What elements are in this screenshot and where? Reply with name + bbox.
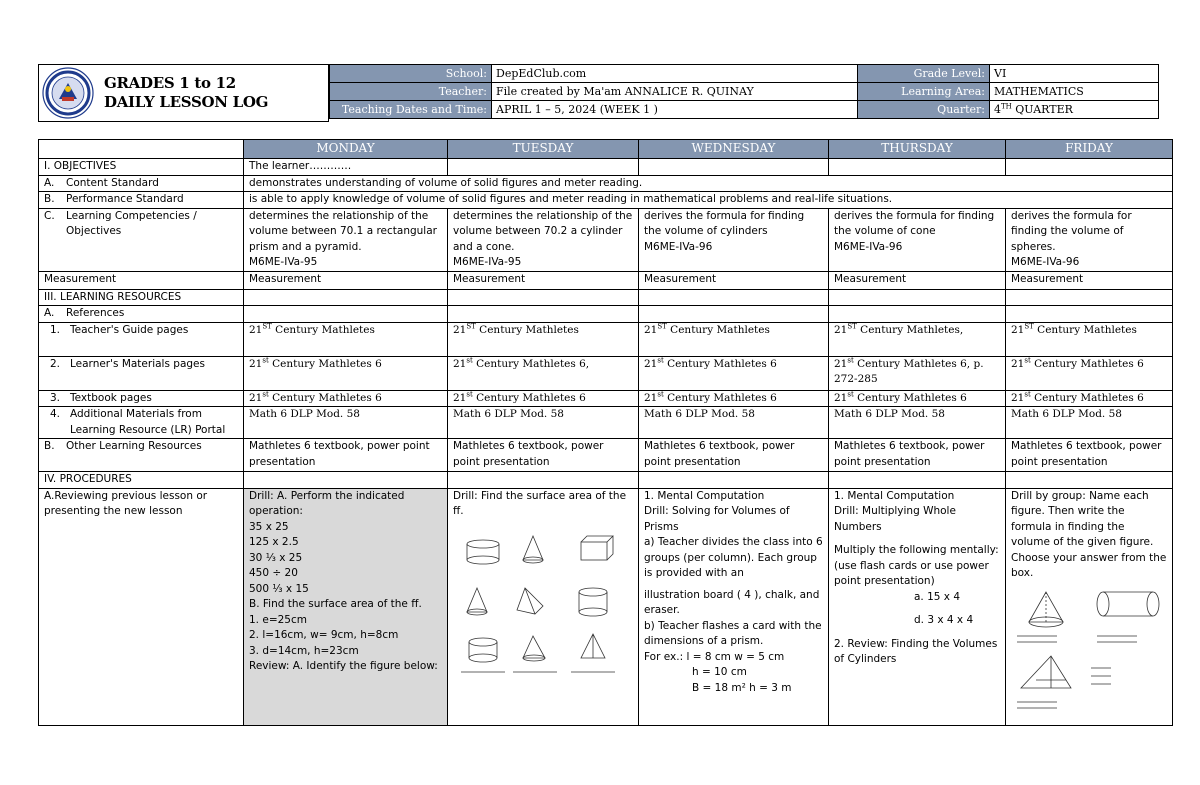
tg-monday: 21ST Century Mathletes xyxy=(244,322,448,356)
grade-label: Grade Level: xyxy=(858,65,990,83)
additional-materials-row xyxy=(39,407,1173,439)
perf-value: is able to apply knowledge of volume of solid figures and meter reading in mathematical problems and real-life situations. xyxy=(244,192,1173,209)
measurement-monday: Measurement xyxy=(244,271,448,289)
review-fri-line: Choose your answer from the box. xyxy=(1011,551,1167,579)
review-mon-line: 500 ⅓ x 15 xyxy=(249,582,309,595)
olr-tuesday: Mathletes 6 textbook, power point presentation xyxy=(448,439,639,472)
lm-thursday: 21st Century Mathletes 6, p. 272-285 xyxy=(829,356,1006,390)
resources-row xyxy=(39,289,1173,306)
quarter-label: Quarter: xyxy=(858,101,990,119)
references-row xyxy=(39,306,1173,323)
lc-thursday-text: derives the formula for finding the volume of cone xyxy=(834,209,995,237)
lc-thursday xyxy=(829,208,1006,271)
review-fri-line: Drill by group: Name each figure. Then write the formula in finding the xyxy=(1011,489,1149,533)
olr-label: Other Learning Resources xyxy=(66,440,202,452)
review-row xyxy=(39,488,1173,725)
lc-label: Learning Competencies / Objectives xyxy=(66,209,197,237)
tb-tuesday: 21st Century Mathletes 6 xyxy=(448,390,639,407)
tg-num: 1. xyxy=(50,323,61,336)
lesson-table xyxy=(38,139,1173,726)
log-title-line1: GRADES 1 to 12 xyxy=(104,74,236,92)
review-thu-line: 1. Mental Computation xyxy=(834,489,955,502)
review-mon-line: 35 x 25 xyxy=(249,520,289,533)
review-mon-line: B. Find the surface area of the ff. xyxy=(249,598,422,610)
tb-num: 3. xyxy=(50,391,61,404)
am-tuesday: Math 6 DLP Mod. 58 xyxy=(448,407,639,439)
tb-label: Textbook pages xyxy=(70,391,152,404)
review-wed-line: 1. Mental Computation xyxy=(644,489,765,502)
solid-figures-image xyxy=(453,526,633,686)
lc-monday-text: determines the relationship of the volume between 70.1 a rectangular prism and a pyramid. xyxy=(249,209,437,253)
learners-materials-row xyxy=(39,356,1173,390)
area-label: Learning Area: xyxy=(858,83,990,101)
day-friday: FRIDAY xyxy=(1006,140,1173,159)
review-wed-line: b) Teacher flashes a card with the dimensions of a prism. xyxy=(644,619,822,647)
lc-tuesday-text: determines the relationship of the volume between 70.2 a cylinder and a cone. xyxy=(453,209,633,253)
review-thu-line: d. 3 x 4 x 4 xyxy=(914,614,974,626)
measurement-tuesday: Measurement xyxy=(448,271,639,289)
procedures-row xyxy=(39,472,1173,489)
day-wednesday: WEDNESDAY xyxy=(639,140,829,159)
references-num: A. xyxy=(44,307,55,319)
textbook-row xyxy=(39,390,1173,407)
review-thu-line xyxy=(834,629,1000,637)
grade-value: VI xyxy=(990,65,1159,83)
lm-friday: 21st Century Mathletes 6 xyxy=(1006,356,1173,390)
review-wed-line: For ex.: l = 8 cm w = 5 cm xyxy=(644,650,785,663)
am-friday: Math 6 DLP Mod. 58 xyxy=(1006,407,1173,439)
quarter-suffix: TH xyxy=(1001,102,1012,111)
teachers-guide-row xyxy=(39,322,1173,356)
perf-num: B. xyxy=(44,193,55,205)
measurement-row xyxy=(39,271,1173,289)
school-value: DepEdClub.com xyxy=(492,65,858,83)
corner-cell xyxy=(39,140,244,159)
teacher-value: File created by Ma'am ANNALICE R. QUINAY xyxy=(492,83,858,101)
performance-standard-row xyxy=(39,192,1173,209)
review-mon-line: Review: A. Identify the figure below: xyxy=(249,660,438,672)
review-thu-line xyxy=(834,605,1000,613)
review-thu-line: Multiply the following mentally:(use flash cards or use power point presentation) xyxy=(834,544,999,587)
content-num: A. xyxy=(44,176,55,189)
other-resources-row xyxy=(39,439,1173,472)
tb-thursday: 21st Century Mathletes 6 xyxy=(829,390,1006,407)
lc-monday xyxy=(244,208,448,271)
lc-friday-text: derives the formula for finding the volume of spheres. xyxy=(1011,209,1132,253)
quarter-text: QUARTER xyxy=(1011,103,1073,116)
references-label: References xyxy=(66,307,125,319)
day-thursday: THURSDAY xyxy=(829,140,1006,159)
review-mon-line: 450 ÷ 20 xyxy=(249,567,298,579)
school-label: School: xyxy=(330,65,492,83)
review-mon-line: 1. e=25cm xyxy=(249,613,307,626)
quarter-value xyxy=(990,101,1159,119)
review-fri-line: volume of the given figure. xyxy=(1011,536,1154,548)
lc-thursday-code: M6ME-IVa-96 xyxy=(834,240,903,253)
tg-wednesday: 21ST Century Mathletes xyxy=(639,322,829,356)
review-wed-line: illustration board ( 4 ), chalk, and eraser. xyxy=(644,588,820,616)
content-label: Content Standard xyxy=(66,176,159,189)
review-label: A.Reviewing previous lesson or presenting the new lesson xyxy=(39,488,244,725)
review-mon-line: 3. d=14cm, h=23cm xyxy=(249,644,359,657)
tg-friday: 21ST Century Mathletes xyxy=(1006,322,1173,356)
measurement-friday: Measurement xyxy=(1006,271,1173,289)
tb-friday: 21st Century Mathletes 6 xyxy=(1006,390,1173,407)
review-wed-line: h = 10 cm xyxy=(692,666,747,678)
review-mon-line: 2. l=16cm, w= 9cm, h=8cm xyxy=(249,629,399,641)
am-thursday: Math 6 DLP Mod. 58 xyxy=(829,407,1006,439)
am-monday: Math 6 DLP Mod. 58 xyxy=(244,407,448,439)
resources-label: III. LEARNING RESOURCES xyxy=(39,289,244,306)
lc-num: C. xyxy=(44,209,55,222)
objectives-label: I. OBJECTIVES xyxy=(39,159,244,176)
review-wed-line: B = 18 m² h = 3 m xyxy=(692,681,792,694)
area-value: MATHEMATICS xyxy=(990,83,1159,101)
olr-monday: Mathletes 6 textbook, power point presentation xyxy=(244,439,448,472)
lc-friday-code: M6ME-IVa-96 xyxy=(1011,256,1080,268)
friday-figures-image xyxy=(1011,588,1167,718)
log-title xyxy=(104,74,268,112)
olr-thursday: Mathletes 6 textbook, power point presentation xyxy=(829,439,1006,472)
tb-wednesday: 21st Century Mathletes 6 xyxy=(639,390,829,407)
tb-monday: 21st Century Mathletes 6 xyxy=(244,390,448,407)
tg-thursday: 21ST Century Mathletes, xyxy=(829,322,1006,356)
teacher-label: Teacher: xyxy=(330,83,492,101)
review-mon-line: Drill: A. Perform the indicated operation: xyxy=(249,489,405,517)
content-value: demonstrates understanding of volume of solid figures and meter reading. xyxy=(244,175,1173,192)
deped-seal-icon xyxy=(42,67,94,119)
review-thursday xyxy=(829,488,1006,725)
tg-tuesday: 21ST Century Mathletes xyxy=(448,322,639,356)
review-thu-line: Drill: Multiplying Whole Numbers xyxy=(834,505,956,533)
log-title-line2: DAILY LESSON LOG xyxy=(104,93,269,111)
lc-wednesday-text: derives the formula for finding the volume of cylinders xyxy=(644,209,805,237)
content-standard-row xyxy=(39,175,1173,192)
olr-wednesday: Mathletes 6 textbook, power point presentation xyxy=(639,439,829,472)
lm-label: Learner's Materials pages xyxy=(70,357,205,370)
review-tuesday xyxy=(448,488,639,725)
measurement-wednesday: Measurement xyxy=(639,271,829,289)
dates-value: APRIL 1 – 5, 2024 (WEEK 1 ) xyxy=(492,101,858,119)
lc-friday xyxy=(1006,208,1173,271)
day-tuesday: TUESDAY xyxy=(448,140,639,159)
measurement-label: Measurement xyxy=(39,271,244,289)
review-thu-line xyxy=(834,535,1000,543)
lc-tuesday-code: M6ME-IVa-95 xyxy=(453,256,522,268)
am-num: 4. xyxy=(50,408,61,420)
lm-wednesday: 21st Century Mathletes 6 xyxy=(639,356,829,390)
lc-wednesday-code: M6ME-IVa-96 xyxy=(644,240,713,253)
measurement-thursday: Measurement xyxy=(829,271,1006,289)
quarter-number: 4 xyxy=(994,103,1001,116)
olr-num: B. xyxy=(44,440,55,452)
lc-monday-code: M6ME-IVa-95 xyxy=(249,256,318,268)
lc-wednesday xyxy=(639,208,829,271)
objectives-monday: The learner………… xyxy=(244,159,448,176)
perf-label: Performance Standard xyxy=(66,193,184,205)
review-tue-text: Drill: Find the surface area of the ff. xyxy=(453,489,627,517)
lm-tuesday: 21st Century Mathletes 6, xyxy=(448,356,639,390)
lc-tuesday xyxy=(448,208,639,271)
procedures-label: IV. PROCEDURES xyxy=(39,472,244,489)
am-wednesday: Math 6 DLP Mod. 58 xyxy=(639,407,829,439)
review-wed-line: Drill: Solving for Volumes of Prisms xyxy=(644,505,790,533)
review-wed-line: a) Teacher divides the class into 6 groups (per column). Each group is provided with an xyxy=(644,536,823,579)
info-table xyxy=(329,64,1159,119)
dates-label: Teaching Dates and Time: xyxy=(330,101,492,119)
day-monday: MONDAY xyxy=(244,140,448,159)
review-thu-line: a. 15 x 4 xyxy=(914,590,961,603)
am-label: Additional Materials from Learning Resource (LR) Portal xyxy=(70,408,226,436)
review-mon-line: 125 x 2.5 xyxy=(249,536,299,548)
competencies-row xyxy=(39,208,1173,271)
review-monday xyxy=(244,488,448,725)
review-mon-line: 30 ⅓ x 25 xyxy=(249,551,303,564)
objectives-row xyxy=(39,159,1173,176)
tg-label: Teacher's Guide pages xyxy=(70,323,189,336)
day-header-row xyxy=(39,140,1173,159)
lm-monday: 21st Century Mathletes 6 xyxy=(244,356,448,390)
review-thu-line: 2. Review: Finding the Volumes of Cylinders xyxy=(834,637,998,665)
review-friday xyxy=(1006,488,1173,725)
lm-num: 2. xyxy=(50,357,61,370)
olr-friday: Mathletes 6 textbook, power point presentation xyxy=(1006,439,1173,472)
review-wednesday xyxy=(639,488,829,725)
